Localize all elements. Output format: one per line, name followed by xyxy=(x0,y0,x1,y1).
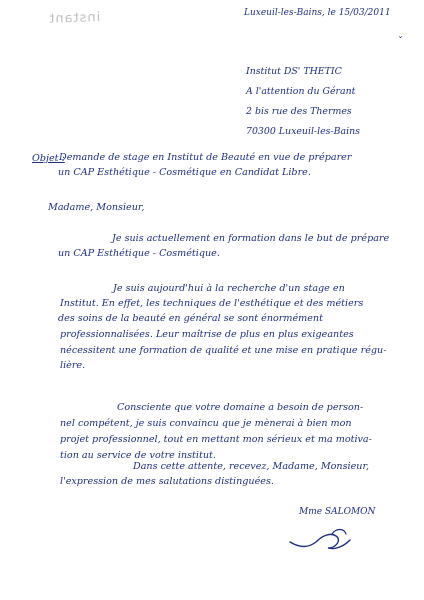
date-line: Luxeuil-les-Bains, le 15/03/2011 xyxy=(244,8,391,18)
signature-name: Mme SALOMON xyxy=(299,507,376,517)
recipient-line-2: A l'attention du Gérant xyxy=(246,86,356,97)
paragraph-1-line-2: un CAP Esthétique - Cosmétique. xyxy=(58,248,220,259)
recipient-line-3: 2 bis rue des Thermes xyxy=(246,106,352,117)
paragraph-3-line-1: Consciente que votre domaine a besoin de person- xyxy=(117,402,364,413)
recipient-line-1: Institut DS' THETIC xyxy=(246,66,342,77)
paragraph-2-line-5: nécessitent une formation de qualité et une mise en pratique régu- xyxy=(60,345,387,356)
paragraph-4-line-1: Dans cette attente, recevez, Madame, Monsieur, xyxy=(133,461,370,472)
paragraph-3-line-2: nel compétent, je suis convaincu que je mènerai à bien mon xyxy=(60,418,352,429)
handwritten-signature xyxy=(286,518,356,558)
subject-line-1: Demande de stage en Institut de Beauté en vue de préparer xyxy=(59,152,352,163)
paragraph-2-line-3: des soins de la beauté en général se sont énormément xyxy=(58,313,323,324)
subject-line-2: un CAP Esthétique - Cosmétique en Candidat Libre. xyxy=(58,167,311,178)
paragraph-2-line-6: lière. xyxy=(60,360,86,371)
letterhead-logo: instant xyxy=(48,10,101,27)
paragraph-2-line-1: Je suis aujourd'hui à la recherche d'un stage en xyxy=(113,283,345,294)
paragraph-1-line-1: Je suis actuellement en formation dans le but de prépare xyxy=(112,233,390,244)
recipient-line-4: 70300 Luxeuil-les-Bains xyxy=(246,126,360,137)
paragraph-3-line-3: projet professionnel, tout en mettant mon sérieux et ma motiva- xyxy=(60,434,372,445)
paragraph-4-line-2: l'expression de mes salutations distinguées. xyxy=(60,476,274,487)
corner-mark: ˇ xyxy=(398,36,403,47)
paragraph-2-line-2: Institut. En effet, les techniques de l'esthétique et des métiers xyxy=(60,298,364,309)
paragraph-2-line-4: professionnalisées. Leur maîtrise de plus en plus exigeantes xyxy=(60,329,354,340)
paragraph-3-line-4: tion au service de votre institut. xyxy=(60,450,216,461)
subject-label: Objet : xyxy=(32,153,65,164)
greeting: Madame, Monsieur, xyxy=(48,202,145,213)
